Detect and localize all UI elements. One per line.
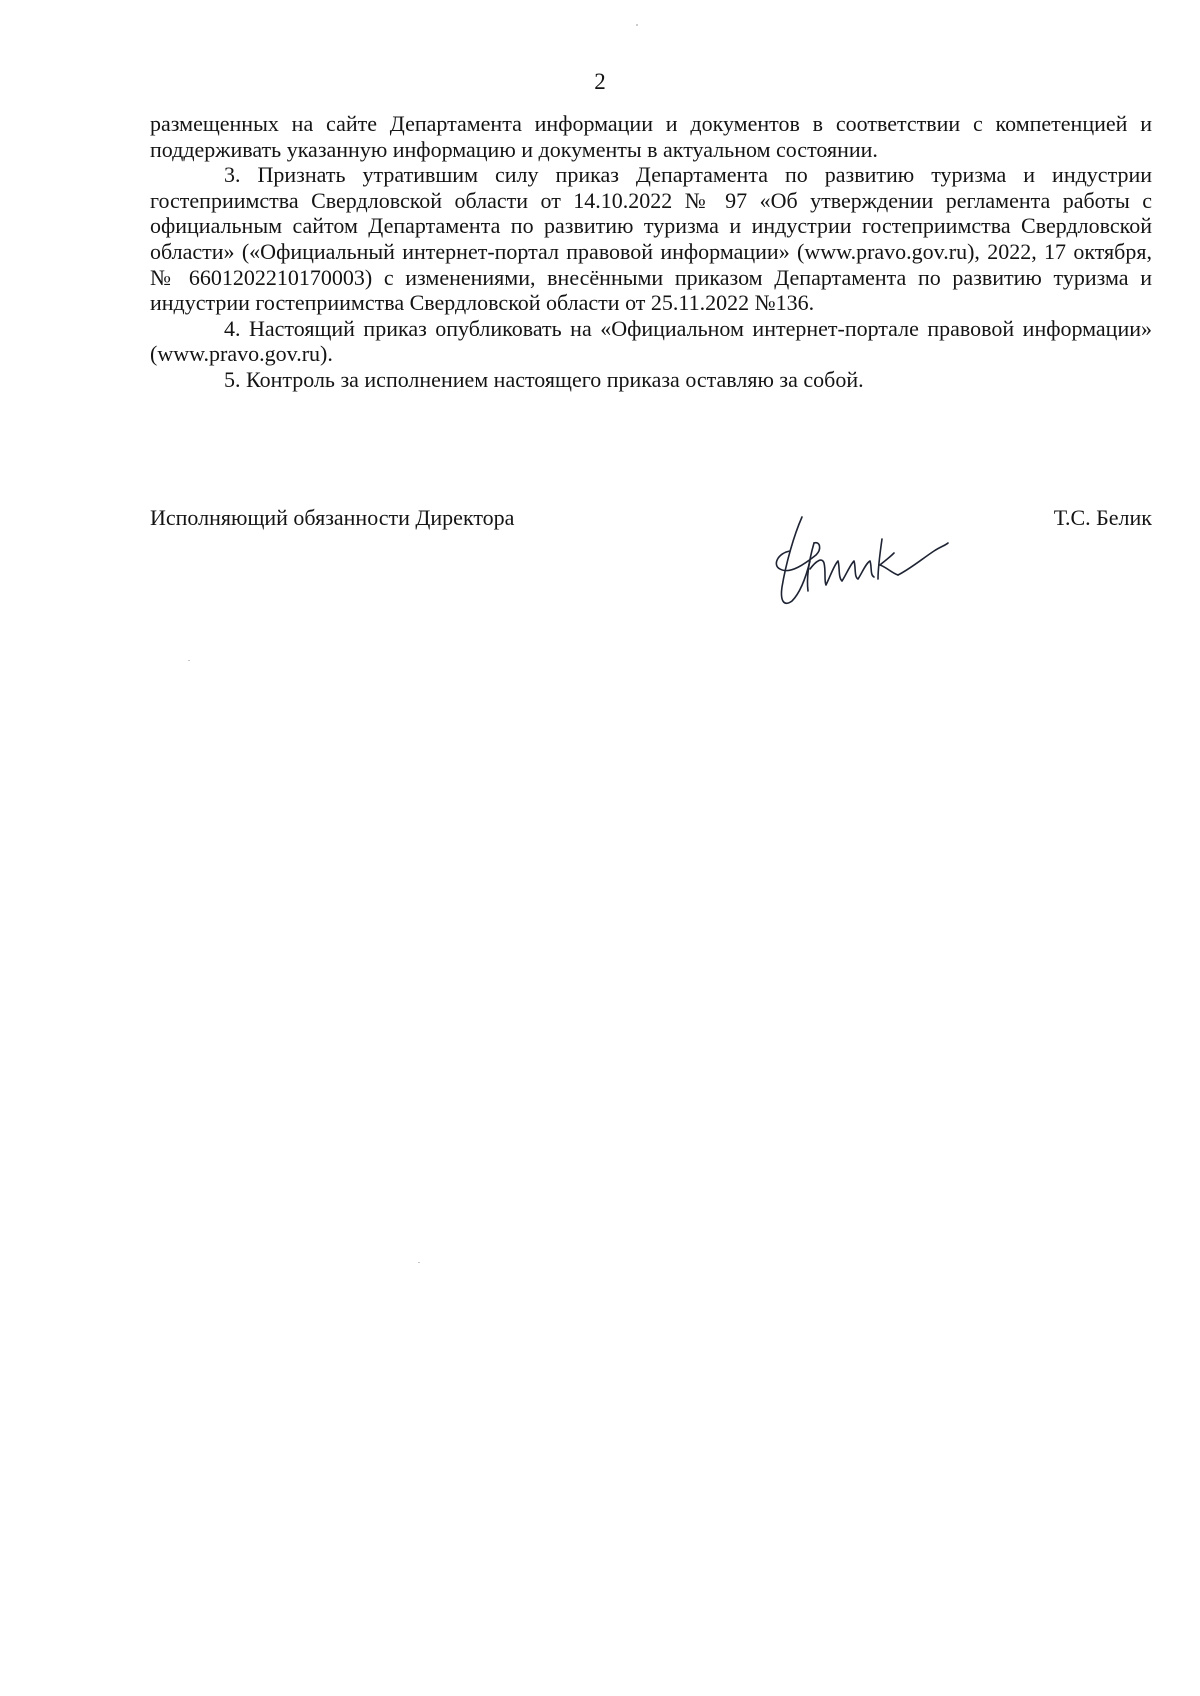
paragraph-item-3: 3. Признать утратившим силу приказ Департамента по развитию туризма и индустрии гостеприимства Свердловской области от 14.10.2022 № 97 «Об утверждении регламента работы с официальным сайтом Департамента по развитию туризма и индустрии гостеприимства Свердловской области» («Официальный интернет-портал правовой информации» (www.pravo.gov.ru), 2022, 17 октября, № 6601202210170003) с изменениями, внесёнными приказом Департамента по развитию туризма и индустрии гостеприимства Свердловской области от 25.11.2022 №136.	[150, 162, 1152, 316]
scan-speck	[418, 1262, 420, 1263]
signatory-name: Т.С. Белик	[1053, 505, 1152, 530]
document-body	[150, 111, 1152, 393]
paragraph-item-4: 4. Настоящий приказ опубликовать на «Официальном интернет-портале правовой информации» (www.pravo.gov.ru).	[150, 315, 1152, 367]
handwritten-signature	[770, 505, 950, 615]
signatory-position: Исполняющий обязанности Директора	[150, 505, 515, 530]
signature-block	[150, 505, 1152, 545]
scan-speck	[188, 660, 190, 661]
paragraph-item-5: 5. Контроль за исполнением настоящего приказа оставляю за собой.	[224, 366, 864, 392]
page-number: 2	[594, 69, 606, 94]
paragraph-continuation: размещенных на сайте Департамента информации и документов в соответствии с компетенцией и поддерживать указанную информацию и документы в актуальном состоянии.	[150, 111, 1152, 162]
scan-speck	[636, 24, 638, 26]
